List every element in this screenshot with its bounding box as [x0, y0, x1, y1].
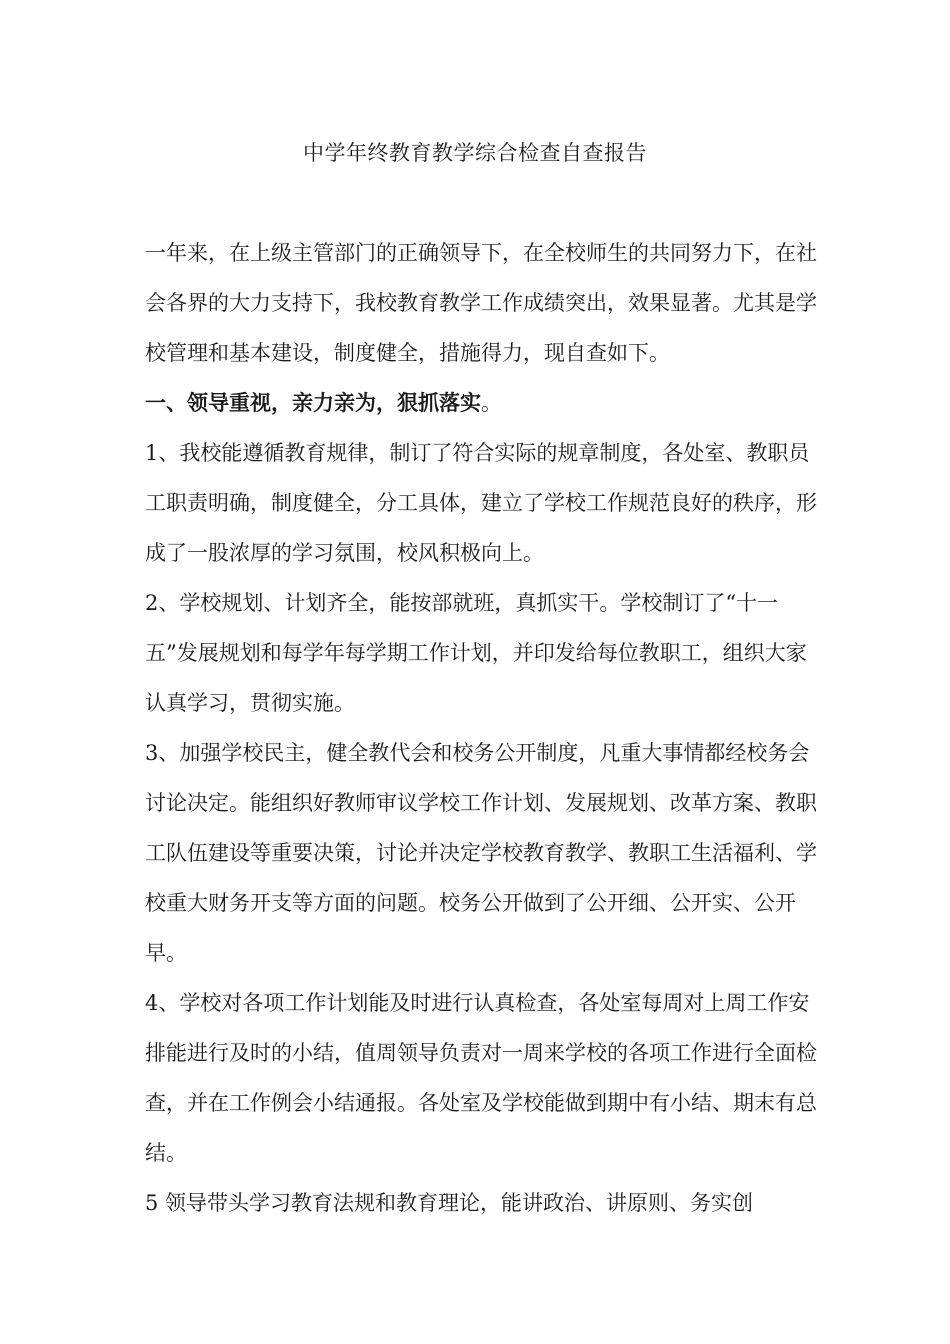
section-heading: [145, 378, 825, 428]
section-heading-punct: 。: [481, 391, 502, 415]
intro-paragraph: 一年来，在上级主管部门的正确领导下，在全校师生的共同努力下，在社会各界的大力支持下，我校教育教学工作成绩突出，效果显著。尤其是学校管理和基本建设，制度健全，措施得力，现自查如下。: [145, 241, 817, 365]
list-item: 2、学校规划、计划齐全，能按部就班，真抓实干。学校制订了“十一五”发展规划和每学年每学期工作计划，并印发给每位教职工，组织大家认真学习，贯彻实施。: [145, 591, 807, 715]
list-item: 4、学校对各项工作计划能及时进行认真检查，各处室每周对上周工作安排能进行及时的小结，值周领导负责对一周来学校的各项工作进行全面检查，并在工作例会小结通报。各处室及学校能做到期中有小结、期末有总结。: [145, 991, 817, 1165]
list-item: 1、我校能遵循教育规律，制订了符合实际的规章制度，各处室、教职员工职责明确，制度健全，分工具体，建立了学校工作规范良好的秩序，形成了一股浓厚的学习氛围，校风积极向上。: [145, 441, 817, 565]
list-item: 5 领导带头学习教育法规和教育理论，能讲政治、讲原则、务实创: [145, 1191, 754, 1215]
document-body: [145, 228, 825, 1228]
list-item: 3、加强学校民主，健全教代会和校务公开制度，凡重大事情都经校务会讨论决定。能组织好教师审议学校工作计划、发展规划、改革方案、教职工队伍建设等重要决策，讨论并决定学校教育教学、教职工生活福利、学校重大财务开支等方面的问题。校务公开做到了公开细、公开实、公开早。: [145, 741, 817, 965]
section-heading-text: 一、领导重视，亲力亲为，狠抓落实: [145, 390, 481, 415]
document-title: 中学年终教育教学综合检查自查报告: [303, 141, 647, 165]
